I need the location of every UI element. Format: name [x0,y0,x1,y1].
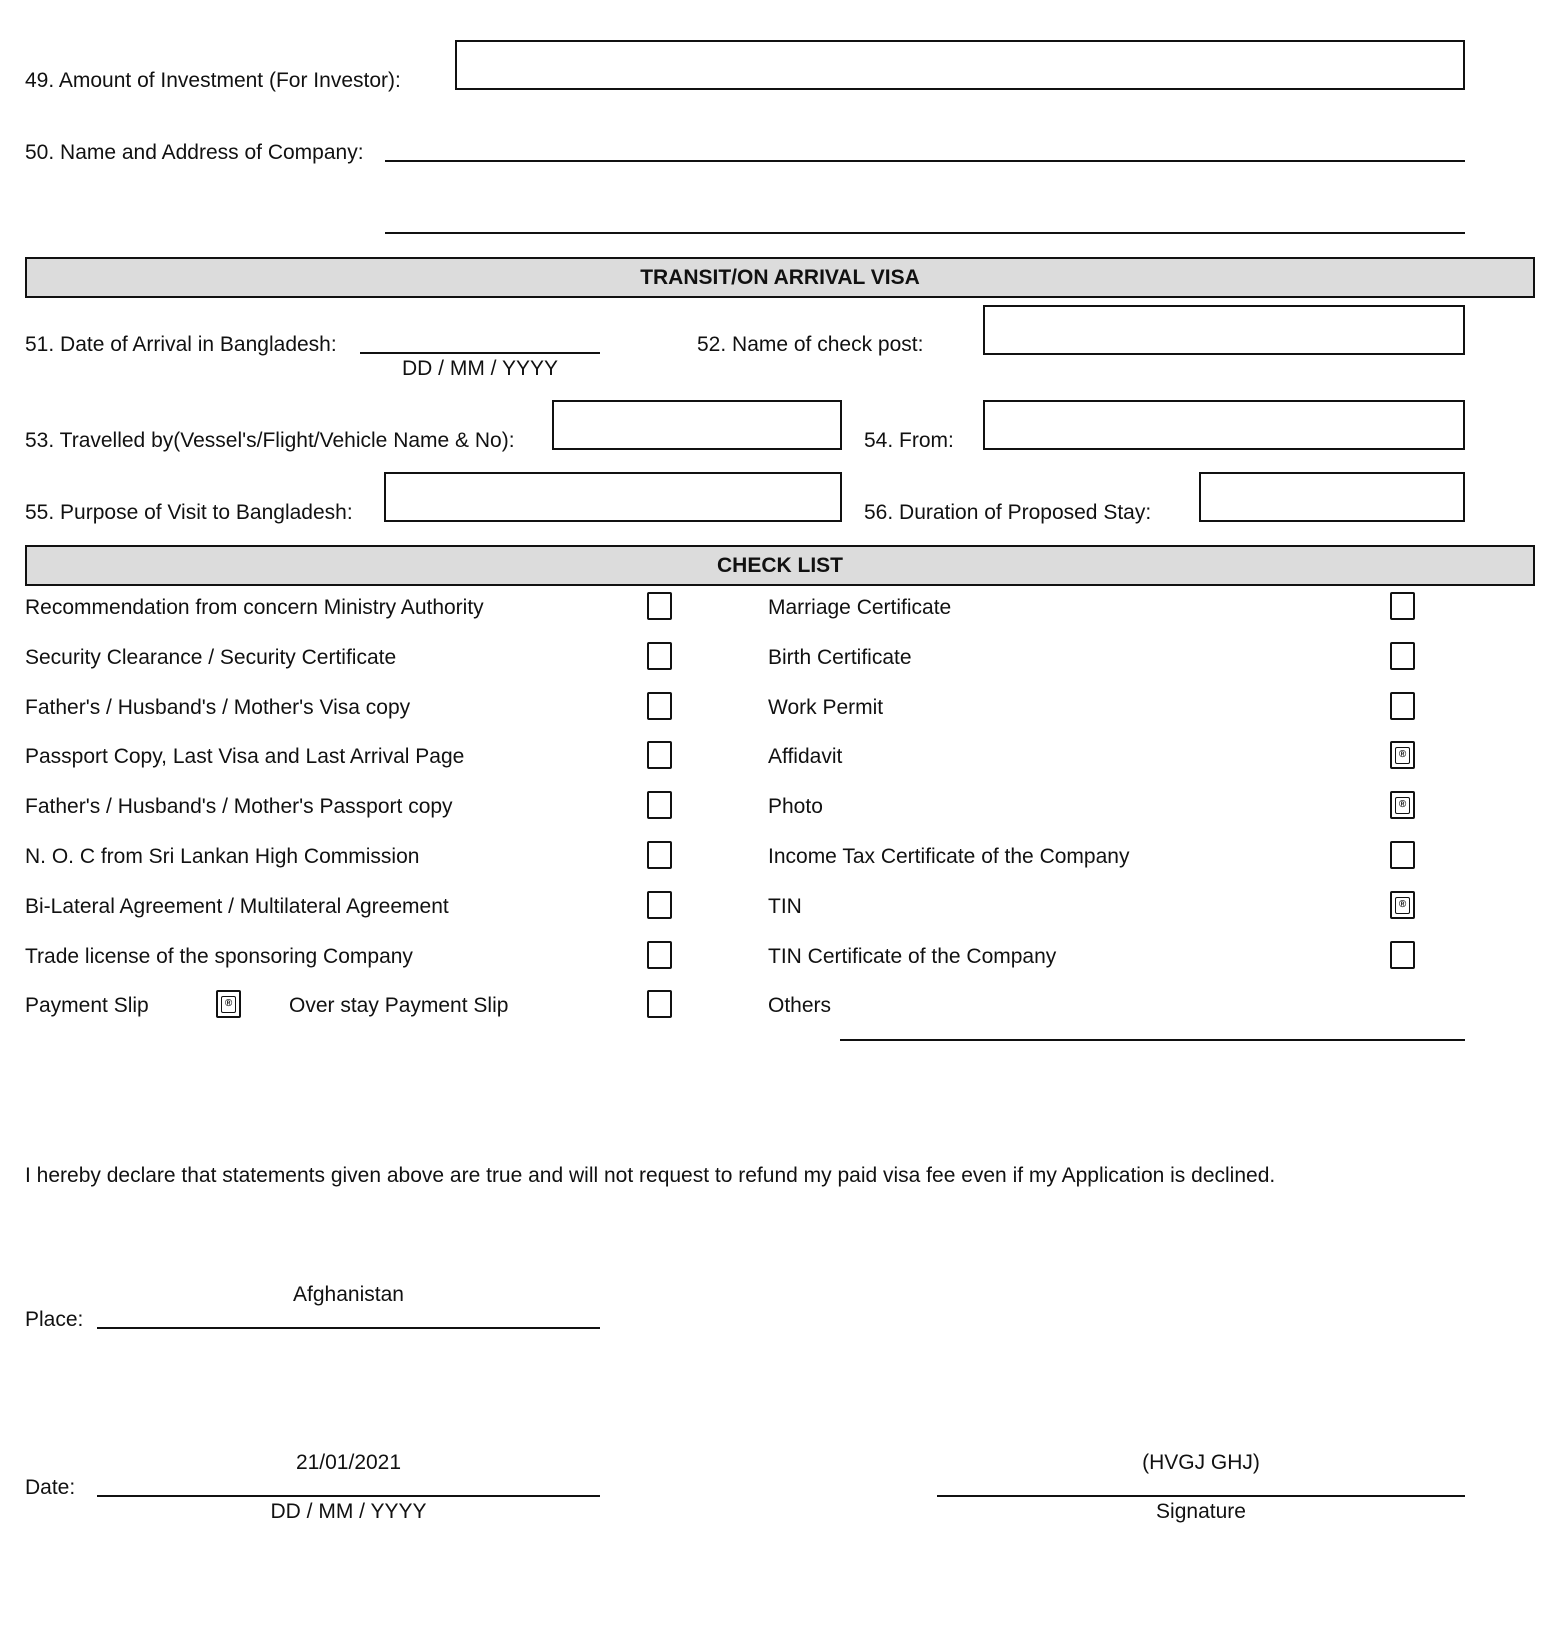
checklist-header: CHECK LIST [25,545,1535,586]
declaration-text: I hereby declare that statements given above are true and will not request to refund my paid visa fee even if my Application is declined. [25,1164,1276,1187]
checklist-item-label-n-o-c-from-sri-lankan-high-commission: N. O. C from Sri Lankan High Commission [25,845,420,868]
checklist-item-label-father-s-husband-s-mother-s-passport-copy: Father's / Husband's / Mother's Passport copy [25,795,453,818]
checklist-item-label-trade-license-of-the-sponsoring-company: Trade license of the sponsoring Company [25,945,413,968]
checklist-checkbox-father-s-husband-s-mother-s-visa-copy[interactable] [647,692,672,720]
q54-label: 54. From: [864,429,954,452]
checklist-checkbox-passport-copy-last-visa-and-last-arrival-page[interactable] [647,741,672,769]
arrival-date-format: DD / MM / YYYY [402,357,558,380]
checklist-checkbox-photo[interactable] [1390,791,1415,819]
travelled-by-field[interactable] [552,400,842,450]
checklist-checkbox-recommendation-from-concern-ministry-authority[interactable] [647,592,672,620]
checklist-item-label-photo: Photo [768,795,823,818]
place-value: Afghanistan [293,1283,404,1306]
date-value: 21/01/2021 [295,1451,402,1474]
checklist-checkbox-tin-certificate-of-the-company[interactable] [1390,941,1415,969]
check-post-field[interactable] [983,305,1465,355]
checked-mark-icon: ® [1395,747,1410,764]
place-label: Place: [25,1308,84,1331]
checklist-checkbox-trade-license-of-the-sponsoring-company[interactable] [647,941,672,969]
signature-line[interactable] [937,1495,1465,1497]
signature-value: (HVGJ GHJ) [1142,1451,1260,1474]
checklist-item-label-father-s-husband-s-mother-s-visa-copy: Father's / Husband's / Mother's Visa copy [25,696,411,719]
checklist-checkbox-security-clearance-security-certificate[interactable] [647,642,672,670]
company-address-line[interactable] [385,232,1465,234]
checklist-item-label-tin: TIN [768,895,802,918]
checklist-item-label-security-clearance-security-certificate: Security Clearance / Security Certificate [25,646,397,669]
arrival-date-line[interactable] [360,352,600,354]
payment-slip-label: Payment Slip [25,994,149,1017]
checklist-item-label-bi-lateral-agreement-multilateral-agreement: Bi-Lateral Agreement / Multilateral Agreement [25,895,449,918]
duration-field[interactable] [1199,472,1465,522]
checked-mark-icon: ® [221,996,236,1013]
checked-mark-icon: ® [1395,797,1410,814]
date-format: DD / MM / YYYY [270,1500,427,1523]
others-label: Others [768,994,832,1017]
company-name-line[interactable] [385,160,1465,162]
signature-label: Signature [1156,1500,1246,1523]
checklist-checkbox-bi-lateral-agreement-multilateral-agreement[interactable] [647,891,672,919]
checklist-checkbox-n-o-c-from-sri-lankan-high-commission[interactable] [647,841,672,869]
checklist-item-label-marriage-certificate: Marriage Certificate [768,596,952,619]
investment-amount-field[interactable] [455,40,1465,90]
q50-label: 50. Name and Address of Company: [25,141,364,164]
transit-visa-header: TRANSIT/ON ARRIVAL VISA [25,257,1535,298]
q49-label: 49. Amount of Investment (For Investor): [25,69,401,92]
checklist-checkbox-affidavit[interactable] [1390,741,1415,769]
checklist-checkbox-marriage-certificate[interactable] [1390,592,1415,620]
checklist-checkbox-father-s-husband-s-mother-s-passport-copy[interactable] [647,791,672,819]
date-line[interactable] [97,1495,600,1497]
overstay-slip-label: Over stay Payment Slip [289,994,509,1017]
q51-label: 51. Date of Arrival in Bangladesh: [25,333,337,356]
others-line[interactable] [840,1039,1465,1041]
payment-slip-checkbox[interactable] [216,990,241,1018]
checklist-item-label-affidavit: Affidavit [768,745,843,768]
checklist-checkbox-work-permit[interactable] [1390,692,1415,720]
checklist-checkbox-birth-certificate[interactable] [1390,642,1415,670]
checklist-checkbox-tin[interactable] [1390,891,1415,919]
checklist-item-label-tin-certificate-of-the-company: TIN Certificate of the Company [768,945,1057,968]
checklist-item-label-birth-certificate: Birth Certificate [768,646,912,669]
q52-label: 52. Name of check post: [697,333,924,356]
from-field[interactable] [983,400,1465,450]
checklist-checkbox-income-tax-certificate-of-the-company[interactable] [1390,841,1415,869]
purpose-field[interactable] [384,472,842,522]
q53-label: 53. Travelled by(Vessel's/Flight/Vehicle Name & No): [25,429,515,452]
q56-label: 56. Duration of Proposed Stay: [864,501,1152,524]
date-label: Date: [25,1476,76,1499]
checked-mark-icon: ® [1395,897,1410,914]
checklist-item-label-work-permit: Work Permit [768,696,884,719]
place-line[interactable] [97,1327,600,1329]
checklist-item-label-passport-copy-last-visa-and-last-arrival-page: Passport Copy, Last Visa and Last Arrival Page [25,745,465,768]
checklist-item-label-recommendation-from-concern-ministry-authority: Recommendation from concern Ministry Authority [25,596,484,619]
overstay-slip-checkbox[interactable] [647,990,672,1018]
checklist-item-label-income-tax-certificate-of-the-company: Income Tax Certificate of the Company [768,845,1130,868]
q55-label: 55. Purpose of Visit to Bangladesh: [25,501,353,524]
